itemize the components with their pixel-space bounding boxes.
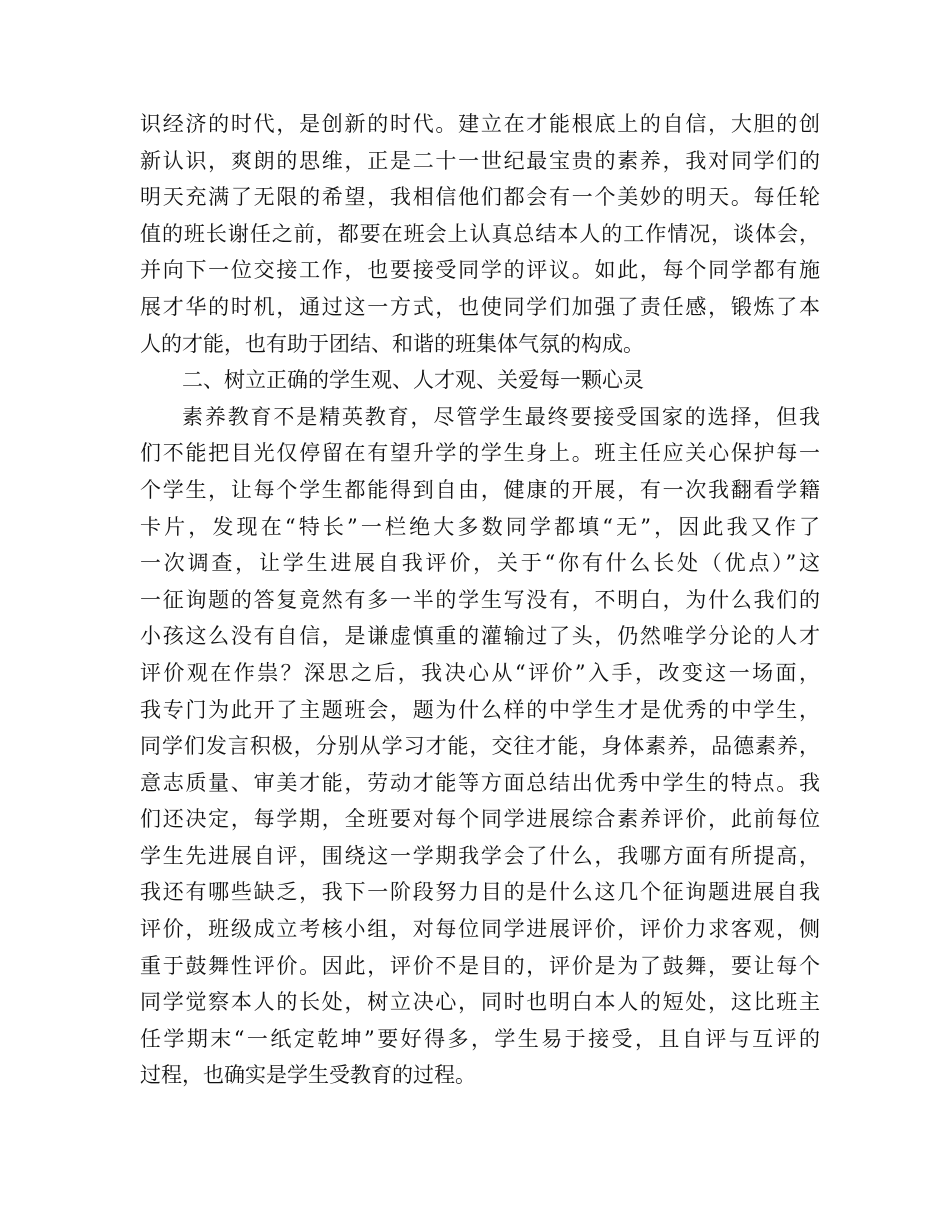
- text-line: 一征询题的答复竟然有多一半的学生写没有，不明白，为什么我们的: [140, 587, 820, 612]
- text-line: 新认识，爽朗的思维，正是二十一世纪最宝贵的素养，我对同学们的: [140, 148, 820, 173]
- text-line: 重于鼓舞性评价。因此，评价不是目的，评价是为了鼓舞，要让每个: [140, 953, 820, 978]
- text-line: 们还决定，每学期，全班要对每个同学进展综合素养评价，此前每位: [140, 807, 820, 832]
- text-line: 评价，班级成立考核小组，对每位同学进展评价，评价力求客观，侧: [140, 917, 820, 942]
- text-line: 值的班长谢任之前，都要在班会上认真总结本人的工作情况，谈体会，: [140, 221, 820, 246]
- text-line: 任学期末“一纸定乾坤”要好得多，学生易于接受，且自评与互评的: [140, 1026, 820, 1051]
- text-line: 评价观在作祟？深思之后，我决心从“评价”入手，改变这一场面，: [140, 660, 820, 685]
- text-line: 卡片，发现在“特长”一栏绝大多数同学都填“无”，因此我又作了: [140, 514, 820, 539]
- text-line: 同学们发言积极，分别从学习才能，交往才能，身体素养，品德素养，: [140, 734, 820, 759]
- text-line: 展才华的时机，通过这一方式，也使同学们加强了责任感，锻炼了本: [140, 294, 820, 319]
- text-line: 明天充满了无限的希望，我相信他们都会有一个美妙的明天。每任轮: [140, 185, 820, 210]
- text-line: 人的才能，也有助于团结、和谐的班集体气氛的构成。: [140, 331, 644, 356]
- text-line: 过程，也确实是学生受教育的过程。: [140, 1063, 476, 1088]
- text-line: 意志质量、审美才能，劳动才能等方面总结出优秀中学生的特点。我: [140, 770, 820, 795]
- text-line: 们不能把目光仅停留在有望升学的学生身上。班主任应关心保护每一: [140, 441, 820, 466]
- text-line: 一次调查，让学生进展自我评价，关于“你有什么长处（优点）”这: [140, 551, 820, 576]
- text-line: 并向下一位交接工作，也要接受同学的评议。如此，每个同学都有施: [140, 258, 820, 283]
- text-line: 识经济的时代，是创新的时代。建立在才能根底上的自信，大胆的创: [140, 112, 820, 136]
- text-line: 我还有哪些缺乏，我下一阶段努力目的是什么这几个征询题进展自我: [140, 880, 820, 905]
- text-line: 同学觉察本人的长处，树立决心，同时也明白本人的短处，这比班主: [140, 990, 820, 1015]
- text-line: 素养教育不是精英教育，尽管学生最终要接受国家的选择，但我: [182, 404, 820, 429]
- text-line: 我专门为此开了主题班会，题为什么样的中学生才是优秀的中学生，: [140, 697, 820, 722]
- text-line: 个学生，让每个学生都能得到自由，健康的开展，有一次我翻看学籍: [140, 477, 820, 502]
- body-text: [140, 106, 820, 1094]
- text-line: 小孩这么没有自信，是谦虚慎重的灌输过了头，仍然唯学分论的人才: [140, 624, 820, 649]
- text-line: 学生先进展自评，围绕这一学期我学会了什么，我哪方面有所提高，: [140, 843, 820, 868]
- section-heading: 二、树立正确的学生观、人才观、关爱每一颗心灵: [182, 368, 644, 393]
